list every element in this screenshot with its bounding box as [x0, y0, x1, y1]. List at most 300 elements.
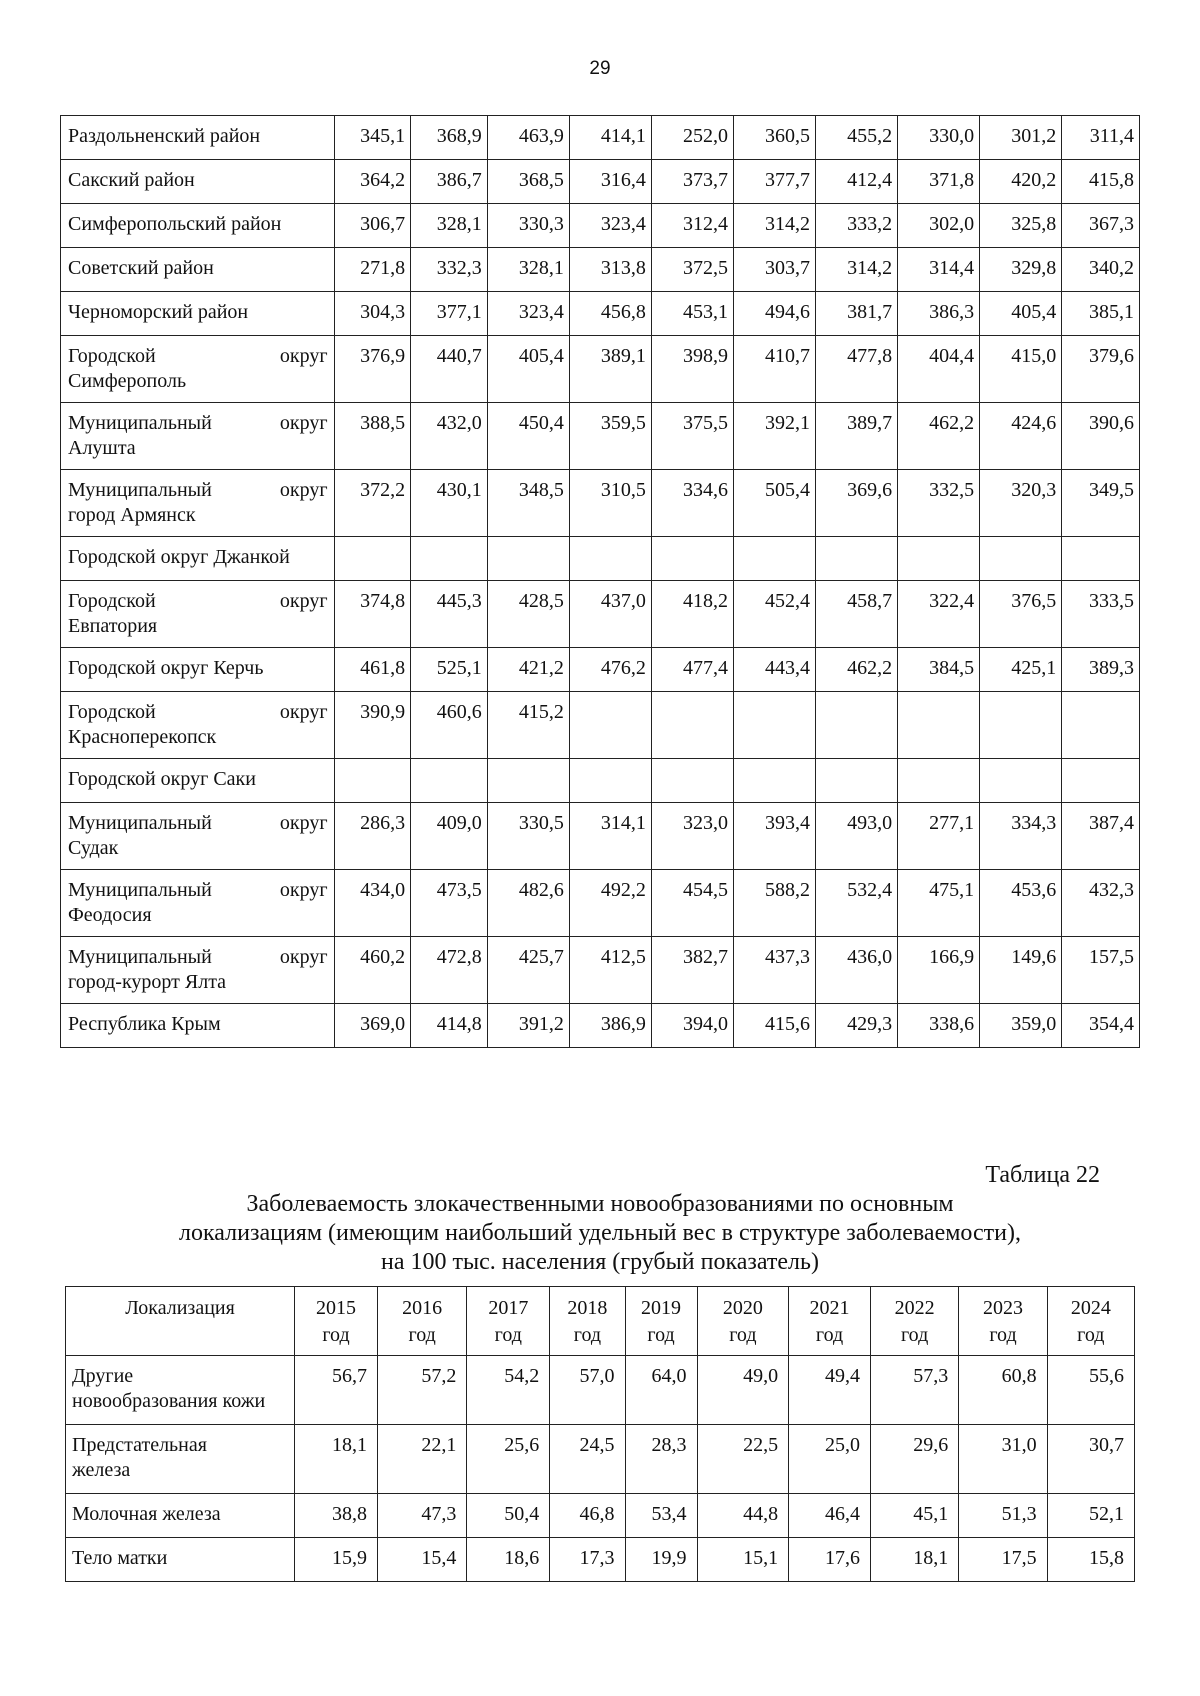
value-cell: 18,1	[295, 1425, 378, 1494]
value-cell: 306,7	[334, 204, 411, 248]
table-row	[61, 204, 1140, 248]
value-cell: 462,2	[816, 648, 898, 692]
localization-name-cell	[66, 1494, 295, 1538]
value-cell: 386,7	[411, 160, 488, 204]
region-name-part: Муниципальный	[68, 946, 212, 968]
value-cell	[487, 759, 569, 803]
value-cell: 322,4	[898, 581, 980, 648]
region-name-line	[68, 700, 328, 725]
localization-name-line: Тело матки	[72, 1547, 168, 1569]
value-cell: 323,4	[487, 292, 569, 336]
value-cell: 390,6	[1062, 403, 1140, 470]
value-cell: 430,1	[411, 470, 488, 537]
table-row	[61, 937, 1140, 1004]
column-header: Локализация	[66, 1287, 295, 1356]
year-unit: год	[815, 1324, 844, 1346]
value-cell: 437,3	[733, 937, 815, 1004]
page-number: 29	[589, 58, 611, 79]
year-column-header	[295, 1287, 378, 1356]
value-cell	[733, 537, 815, 581]
value-cell: 157,5	[1062, 937, 1140, 1004]
region-name-line: Красноперекопск	[68, 726, 217, 748]
table-row	[61, 116, 1140, 160]
value-cell: 412,4	[816, 160, 898, 204]
value-cell	[334, 537, 411, 581]
value-cell: 414,8	[411, 1004, 488, 1048]
region-name-part: Городской	[68, 345, 156, 367]
value-cell: 389,7	[816, 403, 898, 470]
value-cell: 345,1	[334, 116, 411, 160]
value-cell	[898, 537, 980, 581]
value-cell: 31,0	[959, 1425, 1047, 1494]
region-name-cell	[61, 803, 335, 870]
region-name-part: Муниципальный	[68, 479, 212, 501]
table-row	[61, 648, 1140, 692]
value-cell	[411, 759, 488, 803]
value-cell: 437,0	[569, 581, 651, 648]
value-cell: 425,7	[487, 937, 569, 1004]
table-title-line: на 100 тыс. населения (грубый показатель)	[381, 1249, 819, 1275]
table-title-line: локализациям (имеющим наибольший удельный вес в структуре заболеваемости),	[179, 1220, 1021, 1246]
value-cell: 460,2	[334, 937, 411, 1004]
value-cell: 17,6	[789, 1538, 871, 1582]
value-cell: 325,8	[980, 204, 1062, 248]
value-cell: 532,4	[816, 870, 898, 937]
value-cell: 323,4	[569, 204, 651, 248]
table-row	[61, 870, 1140, 937]
value-cell: 45,1	[870, 1494, 958, 1538]
value-cell	[334, 759, 411, 803]
region-name: Городской округ Керчь	[68, 657, 264, 679]
value-cell: 313,8	[569, 248, 651, 292]
year-column-header	[550, 1287, 625, 1356]
value-cell	[1062, 537, 1140, 581]
localization-name-line: Другие	[72, 1365, 134, 1387]
value-cell: 374,8	[334, 581, 411, 648]
region-name-line: Судак	[68, 837, 119, 859]
region-name: Раздольненский район	[68, 125, 261, 147]
value-cell: 166,9	[898, 937, 980, 1004]
table-row	[61, 759, 1140, 803]
value-cell: 462,2	[898, 403, 980, 470]
year-label: 2020	[722, 1297, 763, 1319]
region-name-line	[68, 878, 328, 903]
value-cell: 332,3	[411, 248, 488, 292]
region-name: Черноморский район	[68, 301, 249, 323]
value-cell	[569, 759, 651, 803]
value-cell: 57,3	[870, 1356, 958, 1425]
region-name-cell	[61, 1004, 335, 1048]
year-column-header	[789, 1287, 871, 1356]
value-cell: 390,9	[334, 692, 411, 759]
value-cell: 458,7	[816, 581, 898, 648]
value-cell: 320,3	[980, 470, 1062, 537]
value-cell: 472,8	[411, 937, 488, 1004]
value-cell: 277,1	[898, 803, 980, 870]
year-unit: год	[573, 1324, 602, 1346]
value-cell: 452,4	[733, 581, 815, 648]
localization-name-cell	[66, 1538, 295, 1582]
value-cell: 453,6	[980, 870, 1062, 937]
value-cell: 368,5	[487, 160, 569, 204]
value-cell: 420,2	[980, 160, 1062, 204]
value-cell: 271,8	[334, 248, 411, 292]
value-cell: 391,2	[487, 1004, 569, 1048]
year-label: 2018	[567, 1297, 608, 1319]
region-name-part: округ	[279, 946, 328, 968]
value-cell	[816, 537, 898, 581]
table-row	[61, 692, 1140, 759]
value-cell: 432,0	[411, 403, 488, 470]
region-name-part: Муниципальный	[68, 412, 212, 434]
year-label: 2016	[402, 1297, 443, 1319]
region-name-part: Муниципальный	[68, 879, 212, 901]
region-name-cell	[61, 403, 335, 470]
table-row	[66, 1425, 1135, 1494]
value-cell: 381,7	[816, 292, 898, 336]
value-cell: 428,5	[487, 581, 569, 648]
value-cell: 385,1	[1062, 292, 1140, 336]
value-cell: 476,2	[569, 648, 651, 692]
region-name-part: округ	[279, 701, 328, 723]
value-cell: 454,5	[651, 870, 733, 937]
table-row	[61, 803, 1140, 870]
value-cell: 15,9	[295, 1538, 378, 1582]
value-cell: 22,5	[697, 1425, 789, 1494]
year-column-header	[625, 1287, 697, 1356]
value-cell: 409,0	[411, 803, 488, 870]
value-cell: 445,3	[411, 581, 488, 648]
value-cell: 387,4	[1062, 803, 1140, 870]
value-cell: 304,3	[334, 292, 411, 336]
value-cell: 340,2	[1062, 248, 1140, 292]
value-cell: 588,2	[733, 870, 815, 937]
value-cell: 316,4	[569, 160, 651, 204]
year-unit: год	[647, 1324, 675, 1346]
region-name-line: Евпатория	[68, 615, 158, 637]
value-cell: 364,2	[334, 160, 411, 204]
incidence-table-by-localization	[65, 1286, 1135, 1582]
localization-name-line: железа	[72, 1459, 131, 1481]
region-name-cell	[61, 537, 335, 581]
region-name: Городской округ Джанкой	[68, 546, 290, 568]
value-cell: 64,0	[625, 1356, 697, 1425]
value-cell: 415,2	[487, 692, 569, 759]
value-cell: 15,4	[377, 1538, 466, 1582]
value-cell: 359,0	[980, 1004, 1062, 1048]
table-row	[66, 1356, 1135, 1425]
value-cell: 323,0	[651, 803, 733, 870]
value-cell: 310,5	[569, 470, 651, 537]
value-cell: 314,2	[733, 204, 815, 248]
value-cell	[651, 692, 733, 759]
incidence-table-by-district	[60, 115, 1140, 1048]
value-cell	[651, 537, 733, 581]
value-cell	[816, 759, 898, 803]
year-label: 2023	[982, 1297, 1023, 1319]
value-cell: 359,5	[569, 403, 651, 470]
value-cell: 303,7	[733, 248, 815, 292]
table-row	[61, 581, 1140, 648]
table-row	[61, 292, 1140, 336]
value-cell: 369,0	[334, 1004, 411, 1048]
region-name-part: Муниципальный	[68, 812, 212, 834]
value-cell: 398,9	[651, 336, 733, 403]
value-cell: 493,0	[816, 803, 898, 870]
value-cell: 329,8	[980, 248, 1062, 292]
region-name-cell	[61, 870, 335, 937]
value-cell: 312,4	[651, 204, 733, 248]
value-cell: 404,4	[898, 336, 980, 403]
value-cell: 360,5	[733, 116, 815, 160]
value-cell: 440,7	[411, 336, 488, 403]
value-cell: 51,3	[959, 1494, 1047, 1538]
year-unit: год	[408, 1324, 436, 1346]
year-label: 2022	[894, 1297, 935, 1319]
region-name-line: Алушта	[68, 437, 136, 459]
value-cell: 376,9	[334, 336, 411, 403]
value-cell: 394,0	[651, 1004, 733, 1048]
value-cell: 389,1	[569, 336, 651, 403]
value-cell: 38,8	[295, 1494, 378, 1538]
value-cell: 57,2	[377, 1356, 466, 1425]
value-cell: 25,0	[789, 1425, 871, 1494]
region-name-cell	[61, 759, 335, 803]
value-cell: 334,3	[980, 803, 1062, 870]
region-name: Городской округ Саки	[68, 768, 256, 790]
value-cell: 54,2	[467, 1356, 550, 1425]
value-cell: 149,6	[980, 937, 1062, 1004]
value-cell: 432,3	[1062, 870, 1140, 937]
value-cell: 302,0	[898, 204, 980, 248]
value-cell: 57,0	[550, 1356, 625, 1425]
value-cell: 19,9	[625, 1538, 697, 1582]
table-row	[61, 537, 1140, 581]
value-cell: 286,3	[334, 803, 411, 870]
value-cell: 475,1	[898, 870, 980, 937]
value-cell	[569, 692, 651, 759]
table-row	[66, 1538, 1135, 1582]
value-cell: 453,1	[651, 292, 733, 336]
region-name-line: город-курорт Ялта	[68, 971, 227, 993]
value-cell: 376,5	[980, 581, 1062, 648]
year-label: 2017	[488, 1297, 529, 1319]
region-name-cell	[61, 692, 335, 759]
region-name-cell	[61, 116, 335, 160]
year-unit: год	[989, 1324, 1017, 1346]
value-cell: 47,3	[377, 1494, 466, 1538]
value-cell: 384,5	[898, 648, 980, 692]
table-row	[61, 1004, 1140, 1048]
value-cell: 55,6	[1047, 1356, 1134, 1425]
region-name-part: округ	[279, 590, 328, 612]
year-unit: год	[1077, 1324, 1105, 1346]
value-cell: 18,1	[870, 1538, 958, 1582]
value-cell: 22,1	[377, 1425, 466, 1494]
table-row	[61, 336, 1140, 403]
value-cell: 314,2	[816, 248, 898, 292]
region-name-cell	[61, 160, 335, 204]
value-cell: 375,5	[651, 403, 733, 470]
value-cell: 410,7	[733, 336, 815, 403]
localization-name-line: Предстательная	[72, 1434, 207, 1456]
value-cell	[733, 692, 815, 759]
value-cell: 50,4	[467, 1494, 550, 1538]
value-cell: 30,7	[1047, 1425, 1134, 1494]
value-cell: 415,8	[1062, 160, 1140, 204]
value-cell: 314,4	[898, 248, 980, 292]
value-cell: 56,7	[295, 1356, 378, 1425]
localization-name-cell	[66, 1356, 295, 1425]
value-cell: 330,3	[487, 204, 569, 248]
value-cell: 371,8	[898, 160, 980, 204]
region-name-cell	[61, 581, 335, 648]
year-unit: год	[900, 1324, 929, 1346]
year-label: 2019	[641, 1297, 682, 1319]
value-cell: 392,1	[733, 403, 815, 470]
localization-name-line: новообразования кожи	[72, 1390, 266, 1412]
value-cell: 369,6	[816, 470, 898, 537]
region-name-cell	[61, 248, 335, 292]
table-row	[61, 160, 1140, 204]
year-unit: год	[494, 1324, 522, 1346]
year-label: 2024	[1070, 1297, 1111, 1319]
value-cell: 334,6	[651, 470, 733, 537]
table-caption: Таблица 22	[985, 1162, 1100, 1188]
value-cell: 368,9	[411, 116, 488, 160]
region-name-line	[68, 589, 328, 614]
region-name-line	[68, 411, 328, 436]
value-cell: 17,3	[550, 1538, 625, 1582]
value-cell: 415,6	[733, 1004, 815, 1048]
value-cell: 388,5	[334, 403, 411, 470]
value-cell: 301,2	[980, 116, 1062, 160]
value-cell: 314,1	[569, 803, 651, 870]
value-cell: 311,4	[1062, 116, 1140, 160]
value-cell: 373,7	[651, 160, 733, 204]
value-cell: 338,6	[898, 1004, 980, 1048]
value-cell: 386,3	[898, 292, 980, 336]
value-cell: 367,3	[1062, 204, 1140, 248]
value-cell: 424,6	[980, 403, 1062, 470]
region-name: Сакский район	[68, 169, 195, 191]
value-cell: 354,4	[1062, 1004, 1140, 1048]
value-cell: 405,4	[487, 336, 569, 403]
value-cell: 53,4	[625, 1494, 697, 1538]
value-cell: 429,3	[816, 1004, 898, 1048]
region-name-part: округ	[279, 812, 328, 834]
value-cell: 456,8	[569, 292, 651, 336]
value-cell: 18,6	[467, 1538, 550, 1582]
value-cell: 477,8	[816, 336, 898, 403]
value-cell: 461,8	[334, 648, 411, 692]
value-cell: 379,6	[1062, 336, 1140, 403]
table-row	[66, 1494, 1135, 1538]
value-cell: 333,5	[1062, 581, 1140, 648]
value-cell: 460,6	[411, 692, 488, 759]
value-cell	[980, 692, 1062, 759]
region-name-line	[68, 945, 328, 970]
value-cell: 393,4	[733, 803, 815, 870]
value-cell: 372,2	[334, 470, 411, 537]
value-cell: 463,9	[487, 116, 569, 160]
value-cell: 332,5	[898, 470, 980, 537]
localization-name-line: Молочная железа	[72, 1503, 221, 1525]
value-cell: 455,2	[816, 116, 898, 160]
value-cell: 333,2	[816, 204, 898, 248]
region-name-cell	[61, 336, 335, 403]
value-cell: 28,3	[625, 1425, 697, 1494]
localization-name-cell	[66, 1425, 295, 1494]
value-cell: 436,0	[816, 937, 898, 1004]
region-name-line	[68, 811, 328, 836]
value-cell: 252,0	[651, 116, 733, 160]
year-column-header	[467, 1287, 550, 1356]
region-name-part: округ	[279, 879, 328, 901]
value-cell: 377,7	[733, 160, 815, 204]
value-cell: 473,5	[411, 870, 488, 937]
value-cell: 24,5	[550, 1425, 625, 1494]
table-row	[61, 470, 1140, 537]
value-cell: 412,5	[569, 937, 651, 1004]
value-cell: 29,6	[870, 1425, 958, 1494]
value-cell: 46,4	[789, 1494, 871, 1538]
table-row	[61, 248, 1140, 292]
region-name: Симферопольский район	[68, 213, 282, 235]
year-column-header	[870, 1287, 958, 1356]
value-cell: 482,6	[487, 870, 569, 937]
value-cell: 525,1	[411, 648, 488, 692]
region-name: Советский район	[68, 257, 214, 279]
value-cell: 450,4	[487, 403, 569, 470]
value-cell: 477,4	[651, 648, 733, 692]
value-cell: 46,8	[550, 1494, 625, 1538]
value-cell: 17,5	[959, 1538, 1047, 1582]
region-name-line: Феодосия	[68, 904, 152, 926]
region-name-line	[68, 478, 328, 503]
value-cell: 349,5	[1062, 470, 1140, 537]
value-cell: 405,4	[980, 292, 1062, 336]
region-name-cell	[61, 292, 335, 336]
region-name-part: округ	[279, 345, 328, 367]
value-cell: 382,7	[651, 937, 733, 1004]
region-name-cell	[61, 937, 335, 1004]
value-cell: 49,0	[697, 1356, 789, 1425]
year-column-header	[697, 1287, 789, 1356]
value-cell: 418,2	[651, 581, 733, 648]
value-cell	[569, 537, 651, 581]
value-cell: 492,2	[569, 870, 651, 937]
region-name: Республика Крым	[68, 1013, 221, 1035]
region-name-line: Симферополь	[68, 370, 187, 392]
value-cell: 348,5	[487, 470, 569, 537]
value-cell: 505,4	[733, 470, 815, 537]
value-cell: 49,4	[789, 1356, 871, 1425]
value-cell	[898, 692, 980, 759]
value-cell: 25,6	[467, 1425, 550, 1494]
region-name-part: Городской	[68, 590, 156, 612]
region-name-cell	[61, 648, 335, 692]
year-column-header	[959, 1287, 1047, 1356]
value-cell	[980, 759, 1062, 803]
value-cell	[1062, 692, 1140, 759]
region-name-cell	[61, 470, 335, 537]
region-name-part: округ	[279, 479, 328, 501]
value-cell: 372,5	[651, 248, 733, 292]
table-title	[60, 1190, 1140, 1277]
value-cell: 52,1	[1047, 1494, 1134, 1538]
value-cell	[411, 537, 488, 581]
